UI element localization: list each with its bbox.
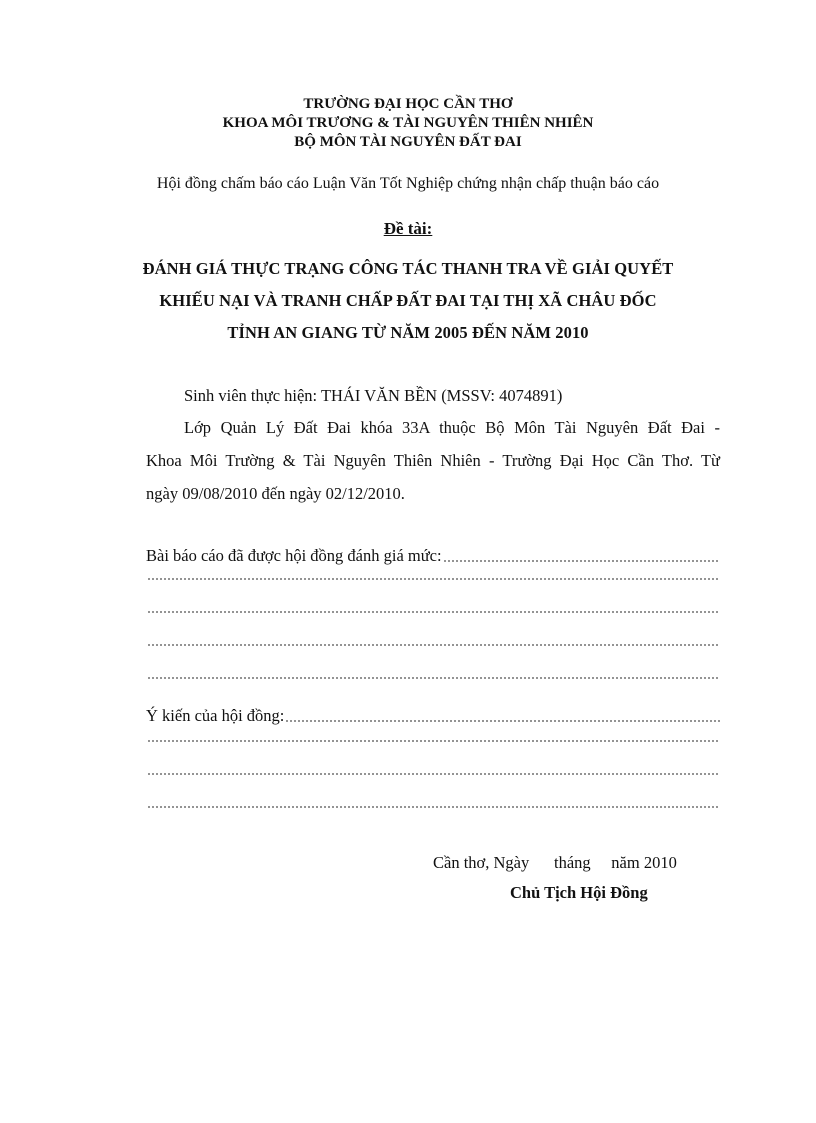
opinion-blank-line[interactable] xyxy=(146,740,720,746)
council-statement: Hội đồng chấm báo cáo Luận Văn Tốt Nghiệp chứng nhận chấp thuận báo cáo xyxy=(156,175,660,192)
department-name: BỘ MÔN TÀI NGUYÊN ĐẤT ĐAI xyxy=(294,134,522,150)
dotted-line xyxy=(147,806,720,808)
evaluation-blank-line[interactable] xyxy=(146,644,720,650)
place-date: Cần thơ, Ngày tháng năm 2010 xyxy=(433,853,677,872)
dotted-line xyxy=(147,611,720,613)
opinion-blank-line[interactable] xyxy=(146,773,720,779)
opinion-label: Ý kiến của hội đồng: xyxy=(146,706,285,725)
dotted-line xyxy=(443,560,720,562)
dotted-line xyxy=(147,773,720,775)
evaluation-blank-line[interactable] xyxy=(146,677,720,683)
evaluation-field[interactable] xyxy=(146,546,720,566)
dotted-line xyxy=(147,644,720,646)
opinion-blank-line[interactable] xyxy=(146,806,720,812)
class-line-1: Lớp Quản Lý Đất Đai khóa 33A thuộc Bộ Môn Tài Nguyên Đất Đai - xyxy=(184,418,720,437)
university-name: TRƯỜNG ĐẠI HỌC CẦN THƠ xyxy=(303,96,513,112)
thesis-title-line-2: KHIẾU NẠI VÀ TRANH CHẤP ĐẤT ĐAI TẠI THỊ XÃ CHÂU ĐỐC xyxy=(159,291,657,310)
thesis-title-line-1: ĐÁNH GIÁ THỰC TRẠNG CÔNG TÁC THANH TRA VỀ GIẢI QUYẾT xyxy=(142,259,674,278)
opinion-field[interactable] xyxy=(146,706,720,726)
class-line-3: ngày 09/08/2010 đến ngày 02/12/2010. xyxy=(146,484,405,503)
student-info: Sinh viên thực hiện: THÁI VĂN BỀN (MSSV: 4074891) xyxy=(184,386,563,405)
topic-label: Đề tài: xyxy=(383,219,433,238)
signature-title: Chủ Tịch Hội Đồng xyxy=(510,883,648,902)
evaluation-blank-line[interactable] xyxy=(146,578,720,584)
thesis-title-line-3: TỈNH AN GIANG TỪ NĂM 2005 ĐẾN NĂM 2010 xyxy=(227,323,589,342)
evaluation-label: Bài báo cáo đã được hội đồng đánh giá mức: xyxy=(146,546,442,565)
dotted-line xyxy=(147,578,720,580)
dotted-line xyxy=(147,677,720,679)
evaluation-blank-line[interactable] xyxy=(146,611,720,617)
dotted-line xyxy=(285,720,720,722)
dotted-line xyxy=(147,740,720,742)
class-line-2: Khoa Môi Trường & Tài Nguyên Thiên Nhiên - Trường Đại Học Cần Thơ. Từ xyxy=(146,451,720,470)
faculty-name: KHOA MÔI TRƯƠNG & TÀI NGUYÊN THIÊN NHIÊN xyxy=(222,115,594,131)
